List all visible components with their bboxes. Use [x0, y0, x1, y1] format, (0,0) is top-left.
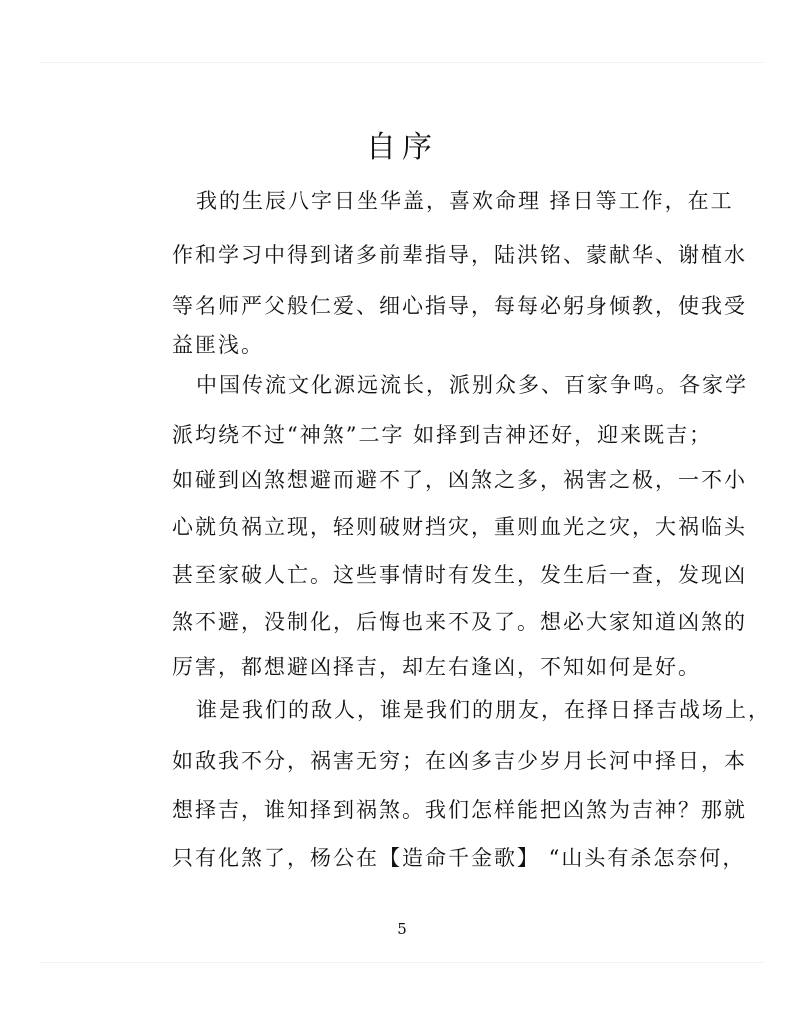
text-line-11: 厉害，都想避凶择吉，却左右逢凶，不知如何是好。	[172, 655, 701, 679]
text-line-7: 如碰到凶煞想避而避不了，凶煞之多，祸害之极，一不小	[172, 468, 747, 492]
page-title: 自序	[366, 130, 438, 165]
text-line-6: 派均绕不过“神煞”二字 如择到吉神还好，迎来既吉；	[172, 423, 713, 447]
page-number: 5	[397, 920, 407, 938]
bottom-divider	[40, 962, 764, 963]
text-line-1: 我的生辰八字日坐华盖，喜欢命理 择日等工作，在工	[196, 189, 734, 213]
text-line-2: 作和学习中得到诸多前辈指导，陆洪铭、蒙献华、谢植水	[172, 243, 747, 267]
text-line-5: 中国传流文化源远流长，派别众多、百家争鸣。各家学	[196, 373, 748, 397]
text-line-3: 等名师严父般仁爱、细心指导，每每必躬身倾教，使我受	[172, 294, 747, 318]
text-line-13: 如敌我不分，祸害无穷；在凶多吉少岁月长河中择日，本	[172, 749, 747, 773]
text-line-10: 煞不避，没制化，后悔也来不及了。想必大家知道凶煞的	[172, 610, 747, 634]
text-line-8: 心就负祸立现，轻则破财挡灾，重则血光之灾，大祸临头	[172, 515, 747, 539]
text-line-9: 甚至家破人亡。这些事情时有发生，发生后一查，发现凶	[172, 563, 747, 587]
top-divider	[40, 62, 764, 63]
text-line-14: 想择吉，谁知择到祸煞。我们怎样能把凶煞为吉神？那就	[172, 798, 747, 822]
text-line-12: 谁是我们的敌人，谁是我们的朋友，在择日择吉战场上，	[196, 698, 771, 722]
text-line-15: 只有化煞了，杨公在【造命千金歌】 “山头有杀怎奈何，	[172, 846, 746, 870]
text-line-4: 益匪浅。	[172, 333, 264, 357]
